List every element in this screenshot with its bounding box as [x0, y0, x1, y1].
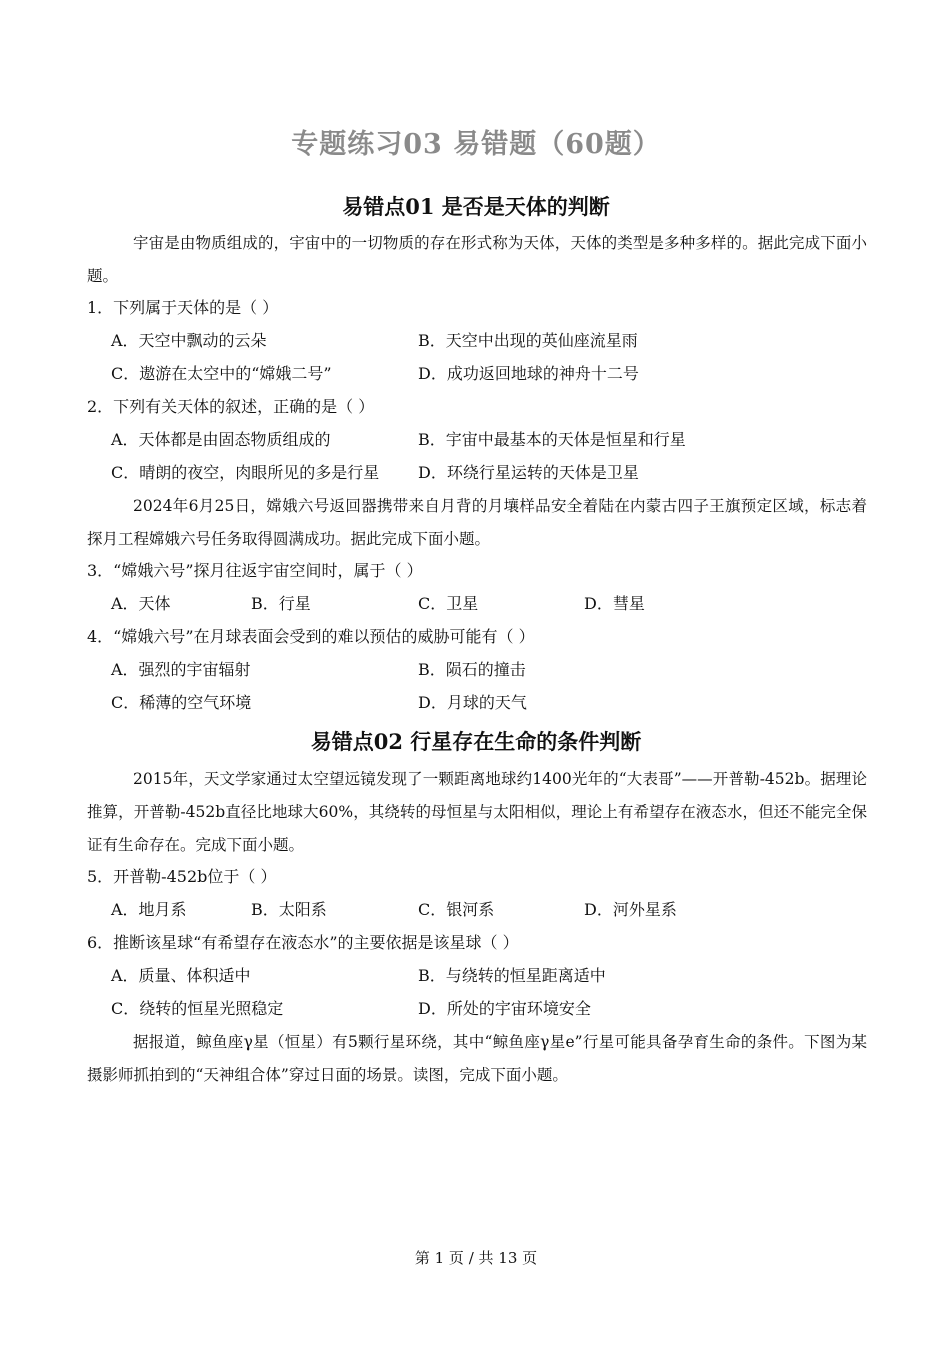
- question-4-option-a: A．强烈的宇宙辐射: [111, 660, 251, 679]
- question-3-option-d: D．彗星: [584, 594, 645, 613]
- question-5-option-b: B．太阳系: [251, 900, 327, 919]
- question-5-option-c: C．银河系: [418, 900, 495, 919]
- question-4-option-c: C．稀薄的空气环境: [111, 693, 252, 712]
- question-5-option-a: A．地月系: [111, 900, 187, 919]
- question-4-option-b: B．陨石的撞击: [418, 660, 526, 679]
- question-6-option-d: D．所处的宇宙环境安全: [418, 999, 591, 1018]
- section-02-intro: 2015年，天文学家通过太空望远镜发现了一颗距离地球约1400光年的“大表哥”——开普勒-452b。据理论推算，开普勒-452b直径比地球大60%，其绕转的母恒星与太阳相似，理论上有希望存在液态水，但还不能完全保证有生命存在。完成下面小题。: [87, 770, 867, 854]
- question-1-option-b: B．天空中出现的英仙座流星雨: [418, 331, 638, 350]
- question-2-option-b: B．宇宙中最基本的天体是恒星和行星: [418, 430, 686, 449]
- question-1-option-c: C．遨游在太空中的“嫦娥二号”: [111, 364, 332, 383]
- question-5-stem: 5．开普勒-452b位于（ ）: [87, 867, 277, 886]
- page-footer: 第 1 页 / 共 13 页: [414, 1249, 538, 1267]
- question-3-option-a: A．天体: [111, 594, 171, 613]
- question-3-stem: 3．“嫦娥六号”探月往返宇宙空间时，属于（ ）: [87, 561, 423, 580]
- question-2-stem: 2．下列有关天体的叙述，正确的是（ ）: [87, 397, 375, 416]
- section-02-intro-2: 据报道，鲸鱼座γ星（恒星）有5颗行星环绕，其中“鲸鱼座γ星e”行星可能具备孕育生命的条件。下图为某摄影师抓拍到的“天神组合体”穿过日面的场景。读图，完成下面小题。: [87, 1033, 867, 1084]
- section-title-02: 易错点02 行星存在生命的条件判断: [310, 729, 642, 754]
- question-6-option-c: C．绕转的恒星光照稳定: [111, 999, 284, 1018]
- question-2-option-c: C．晴朗的夜空，肉眼所见的多是行星: [111, 463, 380, 482]
- question-1-option-d: D．成功返回地球的神舟十二号: [418, 364, 639, 383]
- question-6-stem: 6．推断该星球“有希望存在液态水”的主要依据是该星球（ ）: [87, 933, 519, 952]
- question-1-stem: 1．下列属于天体的是（ ）: [87, 298, 279, 317]
- question-3-option-c: C．卫星: [418, 594, 479, 613]
- question-6-option-a: A．质量、体积适中: [111, 966, 251, 985]
- question-6-option-b: B．与绕转的恒星距离适中: [418, 966, 606, 985]
- question-4-option-d: D．月球的天气: [418, 693, 527, 712]
- question-5-option-d: D．河外星系: [584, 900, 677, 919]
- section-title-01: 易错点01 是否是天体的判断: [342, 194, 610, 219]
- question-2-option-a: A．天体都是由固态物质组成的: [111, 430, 331, 449]
- section-01-intro-2: 2024年6月25日，嫦娥六号返回器携带来自月背的月壤样品安全着陆在内蒙古四子王旗预定区域，标志着探月工程嫦娥六号任务取得圆满成功。据此完成下面小题。: [87, 497, 867, 548]
- question-2-option-d: D．环绕行星运转的天体是卫星: [418, 463, 639, 482]
- section-01-intro: 宇宙是由物质组成的，宇宙中的一切物质的存在形式称为天体，天体的类型是多种多样的。据此完成下面小题。: [87, 234, 867, 285]
- question-3-option-b: B．行星: [251, 594, 311, 613]
- question-4-stem: 4．“嫦娥六号”在月球表面会受到的难以预估的威胁可能有（ ）: [87, 627, 535, 646]
- question-1-option-a: A．天空中飘动的云朵: [111, 331, 267, 350]
- document-title: 专题练习03 易错题（60题）: [291, 129, 661, 160]
